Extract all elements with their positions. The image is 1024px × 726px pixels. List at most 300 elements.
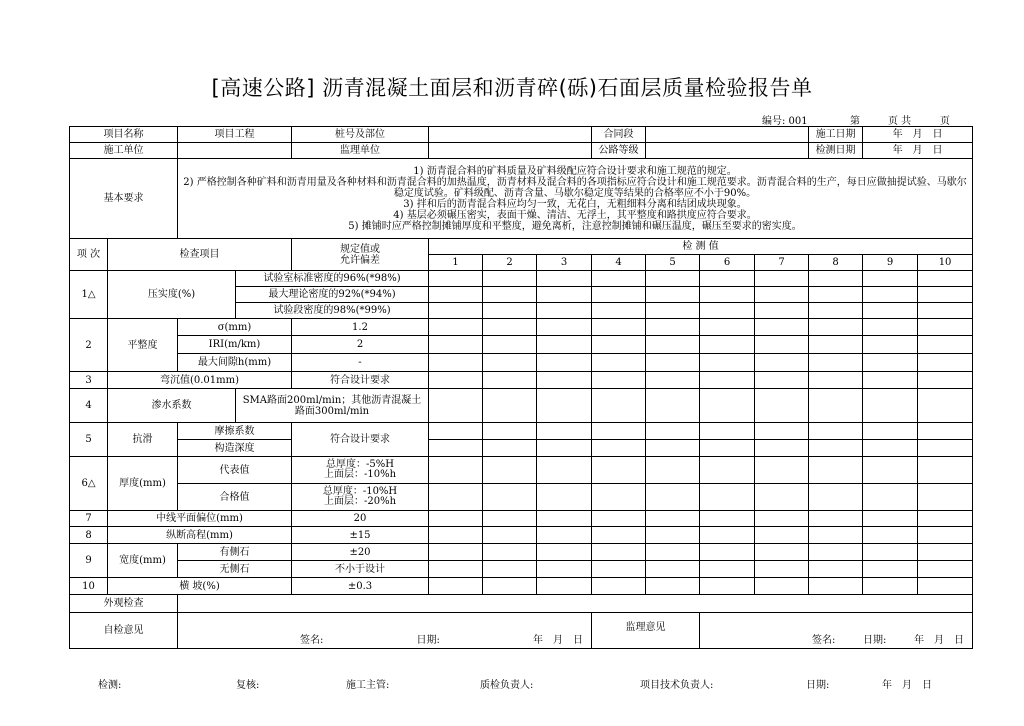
measure-cell[interactable] (700, 527, 755, 544)
row-no: 8 (70, 527, 108, 544)
measure-cell[interactable] (863, 511, 918, 527)
page-total-label: 页 共 (888, 116, 912, 127)
spec-value: 试验室标准密度的96%(*98%) (236, 271, 429, 287)
measure-cell[interactable] (863, 336, 918, 354)
requirement-line-4: 4) 基层必须碾压密实，表面干燥、清洁、无浮土，其平整度和路拱度应符合要求。 (393, 209, 757, 221)
table-row (70, 389, 973, 423)
spec-value: 20 (292, 511, 429, 527)
appearance-label: 外观检查 (70, 595, 178, 613)
check-item: 横 坡(%) (108, 578, 292, 595)
basic-requirements-label: 基本要求 (70, 159, 178, 239)
test-date-value[interactable]: 年 月 日 (863, 143, 973, 159)
measure-cell[interactable] (483, 287, 537, 303)
measure-cell[interactable] (592, 271, 646, 287)
measure-cell[interactable] (863, 287, 918, 303)
measure-cell[interactable] (755, 354, 809, 372)
page-end-label: 页 (940, 116, 950, 127)
requirement-line-2: 2) 严格控制各种矿料和沥青用量及各种材料和沥青混合料的加热温度，沥青材料及混合料的各项指标应符合设计和施工规范要求。沥青混合料的生产，每日应做抽提试验、马歇尔稳定度试验。矿料级配、沥青含量、马歇尔稳定度等结果的合格率应不小于90%。 (183, 176, 967, 199)
measure-cell[interactable] (863, 303, 918, 319)
measure-cell[interactable] (537, 527, 592, 544)
measure-cell[interactable] (755, 457, 809, 484)
start-date-label: 施工日期 (809, 127, 863, 143)
measure-cell[interactable] (483, 544, 537, 561)
table-row (70, 440, 973, 457)
measure-cell[interactable] (483, 336, 537, 354)
measure-cell[interactable] (755, 336, 809, 354)
measure-cell[interactable] (592, 544, 646, 561)
measure-cell[interactable] (863, 389, 918, 423)
spec-value: 1.2 (292, 319, 429, 336)
supervision-area[interactable] (700, 613, 973, 649)
measure-cell[interactable] (592, 287, 646, 303)
measure-cell[interactable] (755, 303, 809, 319)
measure-cell[interactable] (918, 389, 973, 423)
sub-item: 有侧石 (178, 544, 292, 561)
measure-cell[interactable] (429, 372, 483, 389)
self-check-date: 日期: (416, 635, 440, 646)
spec-value: 符合设计要求 (292, 423, 429, 457)
check-item-header: 检查项目 (108, 239, 292, 271)
measure-col-5: 5 (646, 255, 700, 271)
check-item: 压实度(%) (108, 271, 236, 319)
measure-cell[interactable] (918, 372, 973, 389)
measure-cell[interactable] (918, 511, 973, 527)
table-row (70, 271, 973, 287)
requirement-line-1: 1) 沥青混合料的矿料质量及矿料级配应符合设计要求和施工规范的规定。 (413, 165, 737, 177)
sub-item: 最大间隙h(mm) (178, 354, 292, 372)
measure-cell[interactable] (755, 527, 809, 544)
measure-cell[interactable] (700, 511, 755, 527)
page-no-label: 第 (850, 116, 860, 127)
table-row (70, 457, 973, 484)
sub-item: 摩擦系数 (178, 423, 292, 440)
check-item: 抗滑 (108, 423, 178, 457)
supervision-ymd: 年 月 日 (914, 635, 965, 646)
measure-cell[interactable] (809, 511, 863, 527)
measure-cell[interactable] (646, 527, 700, 544)
table-row (70, 578, 973, 595)
measure-cell[interactable] (483, 303, 537, 319)
measure-cell[interactable] (755, 319, 809, 336)
sub-item: 合格值 (178, 484, 292, 511)
measure-cell[interactable] (809, 319, 863, 336)
row-no: 6△ (70, 457, 108, 511)
measure-cell[interactable] (646, 372, 700, 389)
measure-cell[interactable] (918, 484, 973, 511)
measure-cell[interactable] (646, 389, 700, 423)
spec-value: 最大理论密度的92%(*94%) (236, 287, 429, 303)
measure-cell[interactable] (755, 578, 809, 595)
measure-cell[interactable] (483, 578, 537, 595)
unit-label: 施工单位 (70, 143, 178, 159)
spec-header: 规定值或 允许偏差 (292, 239, 429, 271)
project-name-value[interactable]: 项目工程 (178, 127, 292, 143)
measure-cell[interactable] (537, 389, 592, 423)
measure-cell[interactable] (483, 319, 537, 336)
measure-cell[interactable] (755, 271, 809, 287)
measure-cell[interactable] (429, 484, 483, 511)
sub-item: 无侧石 (178, 561, 292, 578)
measure-cell[interactable] (863, 440, 918, 457)
measure-cell[interactable] (809, 389, 863, 423)
measure-cell[interactable] (483, 527, 537, 544)
check-item: 平整度 (108, 319, 178, 372)
measure-cell[interactable] (537, 303, 592, 319)
measure-cell[interactable] (700, 389, 755, 423)
measure-cell[interactable] (755, 372, 809, 389)
measure-cell[interactable] (429, 423, 483, 440)
measure-cell[interactable] (429, 527, 483, 544)
measure-cell[interactable] (537, 372, 592, 389)
measure-cell[interactable] (537, 578, 592, 595)
requirement-line-5: 5) 摊铺时应严格控制摊铺厚度和平整度，避免离析，注意控制摊铺和碾压温度，碾压至要求的密实度。 (348, 220, 802, 232)
serial-number: 编号: 001 (762, 116, 808, 127)
measure-cell[interactable] (429, 457, 483, 484)
measure-cell[interactable] (646, 271, 700, 287)
measure-cell[interactable] (863, 561, 918, 578)
measure-cell[interactable] (809, 457, 863, 484)
measure-cell[interactable] (483, 354, 537, 372)
measure-cell[interactable] (700, 561, 755, 578)
measure-cell[interactable] (809, 372, 863, 389)
measure-cell[interactable] (809, 303, 863, 319)
measure-cell[interactable] (700, 372, 755, 389)
opinion-row (70, 613, 973, 649)
footer-quality: 质检负责人: (480, 680, 534, 691)
footer-ymd: 年 月 日 (882, 680, 932, 691)
table-row (70, 527, 973, 544)
spec-value: - (292, 354, 429, 372)
measure-col-8: 8 (809, 255, 863, 271)
measure-cell[interactable] (592, 457, 646, 484)
measure-cell[interactable] (429, 389, 483, 423)
measure-cell[interactable] (646, 457, 700, 484)
measure-cell[interactable] (863, 484, 918, 511)
sub-item: σ(mm) (178, 319, 292, 336)
header-row-2 (70, 143, 973, 159)
contract-value[interactable] (646, 127, 809, 143)
measure-col-2: 2 (483, 255, 537, 271)
measure-cell[interactable] (429, 561, 483, 578)
measure-col-7: 7 (755, 255, 809, 271)
header-row-1 (70, 127, 973, 143)
measure-cell[interactable] (809, 527, 863, 544)
self-check-label: 自检意见 (70, 613, 178, 649)
table-row (70, 544, 973, 561)
measure-cell[interactable] (537, 511, 592, 527)
supervisor-value[interactable] (429, 143, 592, 159)
spec-value: 符合设计要求 (292, 372, 429, 389)
measure-cell[interactable] (755, 389, 809, 423)
spec-line: 上面层：-10%h (323, 469, 397, 480)
measure-cell[interactable] (700, 440, 755, 457)
measure-cell[interactable] (429, 336, 483, 354)
measure-cell[interactable] (700, 423, 755, 440)
measure-cell[interactable] (592, 527, 646, 544)
measure-cell[interactable] (429, 511, 483, 527)
measure-cell[interactable] (646, 578, 700, 595)
footer-review: 复核: (236, 680, 260, 691)
measure-cell[interactable] (537, 457, 592, 484)
measure-cell[interactable] (646, 561, 700, 578)
footer-manager: 施工主管: (346, 680, 390, 691)
measure-cell[interactable] (646, 423, 700, 440)
report-table (69, 126, 973, 649)
spec-value: SMA路面200ml/min；其他沥青混凝土路面300ml/min (236, 389, 429, 423)
start-date-value[interactable]: 年 月 日 (863, 127, 973, 143)
measure-cell[interactable] (863, 354, 918, 372)
measure-col-3: 3 (537, 255, 592, 271)
measure-cell[interactable] (755, 423, 809, 440)
project-name-label: 项目名称 (70, 127, 178, 143)
measure-col-9: 9 (863, 255, 918, 271)
measure-cell[interactable] (809, 271, 863, 287)
measure-cell[interactable] (918, 578, 973, 595)
measure-cell[interactable] (429, 354, 483, 372)
measure-col-10: 10 (918, 255, 973, 271)
measure-cell[interactable] (700, 484, 755, 511)
measure-cell[interactable] (918, 561, 973, 578)
supervision-label: 监理意见 (592, 613, 700, 649)
unit-value[interactable] (178, 143, 292, 159)
row-no: 10 (70, 578, 108, 595)
measure-cell[interactable] (483, 423, 537, 440)
basic-requirements-row (70, 159, 973, 239)
measure-cell[interactable] (863, 578, 918, 595)
measure-cell[interactable] (483, 372, 537, 389)
measure-cell[interactable] (537, 271, 592, 287)
table-row (70, 484, 973, 511)
measure-cell[interactable] (755, 287, 809, 303)
table-row (70, 372, 973, 389)
measure-cell[interactable] (809, 354, 863, 372)
measure-col-1: 1 (429, 255, 483, 271)
measure-cell[interactable] (700, 303, 755, 319)
measure-cell[interactable] (755, 440, 809, 457)
check-item: 厚度(mm) (108, 457, 178, 511)
measure-cell[interactable] (918, 354, 973, 372)
row-no: 5 (70, 423, 108, 457)
measure-cell[interactable] (918, 423, 973, 440)
grade-label: 公路等级 (592, 143, 646, 159)
measure-cell[interactable] (592, 372, 646, 389)
measure-cell[interactable] (592, 319, 646, 336)
measure-cell[interactable] (429, 319, 483, 336)
table-row (70, 423, 973, 440)
spec-value: ±15 (292, 527, 429, 544)
measure-cell[interactable] (537, 423, 592, 440)
table-row (70, 319, 973, 336)
measure-cell[interactable] (809, 544, 863, 561)
page-title: [高速公路] 沥青混凝土面层和沥青碎(砾)石面层质量检验报告单 (211, 76, 813, 100)
measure-cell[interactable] (809, 484, 863, 511)
measure-cell[interactable] (700, 336, 755, 354)
measure-cell[interactable] (646, 354, 700, 372)
measure-cell[interactable] (918, 303, 973, 319)
measure-cell[interactable] (646, 336, 700, 354)
column-header-row-1 (70, 239, 973, 255)
row-no: 1△ (70, 271, 108, 319)
supervisor-label: 监理单位 (292, 143, 429, 159)
measure-cell[interactable] (592, 423, 646, 440)
measure-cell[interactable] (918, 287, 973, 303)
measure-cell[interactable] (592, 336, 646, 354)
measure-cell[interactable] (537, 440, 592, 457)
measure-cell[interactable] (483, 511, 537, 527)
measure-cell[interactable] (809, 336, 863, 354)
self-check-area[interactable] (178, 613, 592, 649)
measure-cell[interactable] (646, 303, 700, 319)
measure-cell[interactable] (592, 354, 646, 372)
measure-cell[interactable] (809, 423, 863, 440)
pile-label: 桩号及部位 (292, 127, 429, 143)
measure-cell[interactable] (537, 287, 592, 303)
pile-value[interactable] (429, 127, 592, 143)
spec-line: 总厚度：-5%H (326, 459, 394, 470)
measure-col-6: 6 (700, 255, 755, 271)
measure-cell[interactable] (646, 484, 700, 511)
measure-cell[interactable] (809, 440, 863, 457)
measure-cell[interactable] (700, 287, 755, 303)
measure-cell[interactable] (483, 561, 537, 578)
measure-cell[interactable] (646, 440, 700, 457)
grade-value[interactable] (646, 143, 809, 159)
check-item: 弯沉值(0.01mm) (108, 372, 292, 389)
measure-cell[interactable] (863, 271, 918, 287)
spec-value: ±0.3 (292, 578, 429, 595)
measure-cell[interactable] (592, 484, 646, 511)
spec-line: 上面层：-20%h (323, 496, 397, 507)
measure-cell[interactable] (592, 303, 646, 319)
measure-cell[interactable] (918, 544, 973, 561)
footer-date: 日期: (806, 680, 830, 691)
measure-cell[interactable] (700, 354, 755, 372)
measure-cell[interactable] (592, 389, 646, 423)
measure-cell[interactable] (700, 319, 755, 336)
requirement-line-3: 3) 拌和后的沥青混合料应均匀一致，无花白，无粗细料分离和结团成块现象。 (403, 198, 747, 210)
measure-cell[interactable] (537, 561, 592, 578)
measure-cell[interactable] (863, 319, 918, 336)
measure-cell[interactable] (592, 511, 646, 527)
measure-cell[interactable] (863, 457, 918, 484)
appearance-value[interactable] (178, 595, 973, 613)
row-no: 7 (70, 511, 108, 527)
measure-cell[interactable] (646, 544, 700, 561)
self-check-sign: 签名: (300, 635, 324, 646)
footer-tech: 项目技术负责人: (640, 680, 714, 691)
measure-cell[interactable] (483, 271, 537, 287)
measure-cell[interactable] (918, 271, 973, 287)
check-item: 纵断高程(mm) (108, 527, 292, 544)
measure-cell[interactable] (483, 484, 537, 511)
spec-value: ±20 (292, 544, 429, 561)
measure-cell[interactable] (429, 440, 483, 457)
measure-cell[interactable] (429, 287, 483, 303)
table-row (70, 511, 973, 527)
measure-cell[interactable] (809, 578, 863, 595)
measure-cell[interactable] (700, 271, 755, 287)
measure-cell[interactable] (809, 287, 863, 303)
measure-cell[interactable] (592, 578, 646, 595)
spec-value: 试验段密度的98%(*99%) (236, 303, 429, 319)
measure-cell[interactable] (646, 319, 700, 336)
row-no: 4 (70, 389, 108, 423)
row-no: 3 (70, 372, 108, 389)
measure-cell[interactable] (429, 271, 483, 287)
measure-cell[interactable] (755, 484, 809, 511)
measure-cell[interactable] (537, 544, 592, 561)
measure-col-4: 4 (592, 255, 646, 271)
measure-cell[interactable] (755, 511, 809, 527)
measure-cell[interactable] (700, 578, 755, 595)
measure-cell[interactable] (755, 544, 809, 561)
measure-cell[interactable] (918, 336, 973, 354)
measure-cell[interactable] (700, 457, 755, 484)
measure-cell[interactable] (918, 440, 973, 457)
contract-label: 合同段 (592, 127, 646, 143)
measure-cell[interactable] (918, 457, 973, 484)
check-item: 渗水系数 (108, 389, 236, 423)
supervision-date: 日期: (863, 635, 887, 646)
sub-item: 代表值 (178, 457, 292, 484)
measure-cell[interactable] (918, 319, 973, 336)
check-item: 宽度(mm) (108, 544, 178, 578)
footer-test: 检测: (98, 680, 122, 691)
spec-line: 总厚度：-10%H (322, 486, 398, 497)
spec-value (292, 457, 429, 484)
measure-cell[interactable] (537, 319, 592, 336)
measure-cell[interactable] (483, 389, 537, 423)
measure-cell[interactable] (646, 511, 700, 527)
measure-cell[interactable] (483, 457, 537, 484)
test-date-label: 检测日期 (809, 143, 863, 159)
measure-cell[interactable] (592, 440, 646, 457)
measure-cell[interactable] (863, 423, 918, 440)
measure-cell[interactable] (700, 544, 755, 561)
measure-cell[interactable] (483, 440, 537, 457)
row-no: 9 (70, 544, 108, 578)
row-no: 2 (70, 319, 108, 372)
appearance-row (70, 595, 973, 613)
measure-cell[interactable] (755, 561, 809, 578)
measure-cell[interactable] (429, 578, 483, 595)
sub-item: IRI(m/km) (178, 336, 292, 354)
measure-cell[interactable] (537, 336, 592, 354)
measure-cell[interactable] (863, 527, 918, 544)
sub-item: 构造深度 (178, 440, 292, 457)
check-item: 中线平面偏位(mm) (108, 511, 292, 527)
measure-cell[interactable] (537, 354, 592, 372)
measure-cell[interactable] (537, 484, 592, 511)
self-check-ymd: 年 月 日 (533, 635, 584, 646)
measure-cell[interactable] (429, 544, 483, 561)
measure-cell[interactable] (646, 287, 700, 303)
table-row (70, 354, 973, 372)
spec-value: 不小于设计 (292, 561, 429, 578)
item-no-header: 项 次 (70, 239, 108, 271)
measure-cell[interactable] (863, 372, 918, 389)
spec-value (292, 484, 429, 511)
measure-cell[interactable] (429, 303, 483, 319)
measure-cell[interactable] (863, 544, 918, 561)
measure-cell[interactable] (809, 561, 863, 578)
measure-header: 检 测 值 (429, 239, 973, 255)
table-row (70, 561, 973, 578)
measure-cell[interactable] (592, 561, 646, 578)
supervision-sign: 签名: (812, 635, 836, 646)
measure-cell[interactable] (918, 527, 973, 544)
table-row (70, 336, 973, 354)
